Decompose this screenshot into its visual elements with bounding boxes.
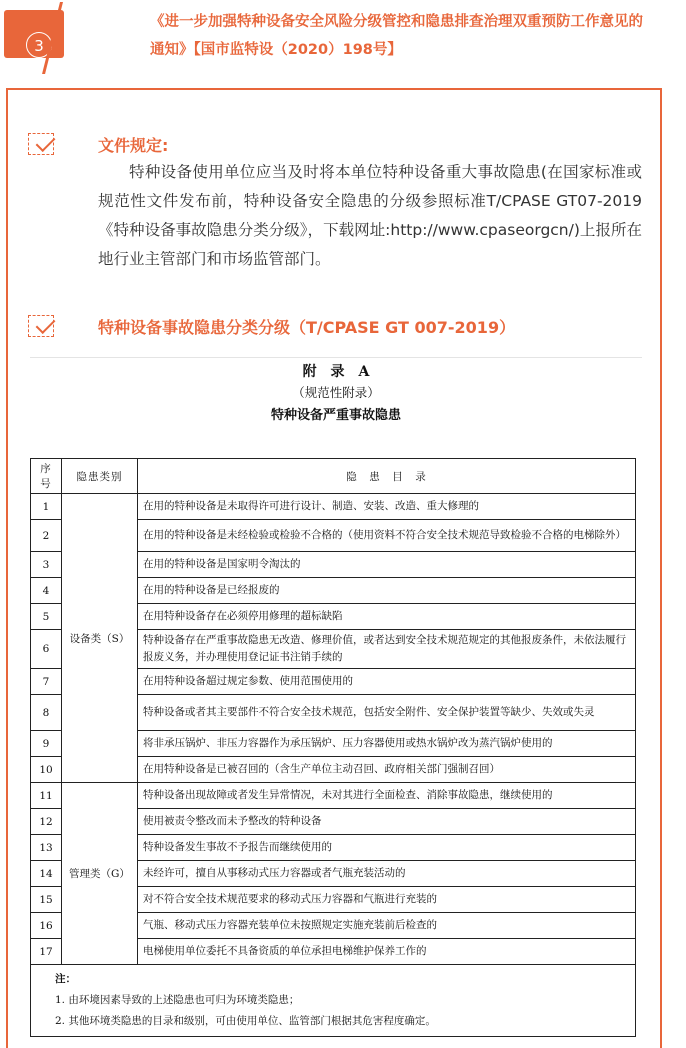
header-title-line1: 《进一步加强特种设备安全风险分级管控和隐患排查治理双重预防工作意见的 bbox=[150, 14, 643, 30]
table-header-row bbox=[31, 459, 636, 494]
hazard-description: 在用的特种设备是已经报废的 bbox=[138, 578, 636, 604]
row-number: 13 bbox=[31, 835, 62, 861]
note-item: 2. 其他环境类隐患的目录和级别，可由使用单位、监管部门根据其危害程度确定。 bbox=[55, 1015, 436, 1027]
appendix-subheading: （规范性附录） bbox=[292, 385, 380, 400]
appendix-heading: 附 录 A bbox=[302, 364, 370, 380]
hazard-description: 对不符合安全技术规范要求的移动式压力容器和气瓶进行充装的 bbox=[138, 887, 636, 913]
header-cell-hazard: 隐 患 目 录 bbox=[138, 459, 636, 494]
hazard-description: 气瓶、移动式压力容器充装单位未按照规定实施充装前后检查的 bbox=[138, 913, 636, 939]
divider bbox=[30, 357, 642, 358]
hazard-description: 在用的特种设备是国家明令淘汰的 bbox=[138, 552, 636, 578]
hazard-description: 未经许可，擅自从事移动式压力容器或者气瓶充装活动的 bbox=[138, 861, 636, 887]
hazard-description: 在用的特种设备是未经检验或检验不合格的（使用资料不符合安全技术规范导致检验不合格的电梯除外） bbox=[138, 520, 636, 552]
badge-number: 3 bbox=[26, 32, 52, 58]
category-cell: 管理类（G） bbox=[62, 783, 138, 965]
table-row bbox=[31, 494, 636, 520]
hazard-description: 使用被责令整改而未予整改的特种设备 bbox=[138, 809, 636, 835]
row-number: 5 bbox=[31, 604, 62, 630]
hazard-description: 电梯使用单位委托不具备资质的单位承担电梯维护保养工作的 bbox=[138, 939, 636, 965]
section-header bbox=[0, 0, 686, 78]
row-number: 15 bbox=[31, 887, 62, 913]
checkmark-icon bbox=[28, 315, 54, 337]
row-number: 9 bbox=[31, 731, 62, 757]
section2-title: 特种设备事故隐患分类分级（T/CPASE GT 007-2019） bbox=[98, 318, 516, 337]
row-number: 4 bbox=[31, 578, 62, 604]
row-number: 6 bbox=[31, 630, 62, 669]
hazard-description: 特种设备出现故障或者发生异常情况，未对其进行全面检查、消除事故隐患，继续使用的 bbox=[138, 783, 636, 809]
row-number: 1 bbox=[31, 494, 62, 520]
row-number: 2 bbox=[31, 520, 62, 552]
row-number: 8 bbox=[31, 695, 62, 731]
notes-row bbox=[31, 965, 636, 1037]
section1-title: 文件规定: bbox=[98, 136, 169, 155]
row-number: 3 bbox=[31, 552, 62, 578]
hazard-description: 特种设备或者其主要部件不符合安全技术规范，包括安全附件、安全保护装置等缺少、失效或失灵 bbox=[138, 695, 636, 731]
hazard-description: 特种设备存在严重事故隐患无改造、修理价值，或者达到安全技术规范规定的其他报废条件，未依法履行报废义务，并办理使用登记证书注销手续的 bbox=[138, 630, 636, 669]
hazard-description: 将非承压锅炉、非压力容器作为承压锅炉、压力容器使用或热水锅炉改为蒸汽锅炉使用的 bbox=[138, 731, 636, 757]
row-number: 16 bbox=[31, 913, 62, 939]
section1-body: 特种设备使用单位应当及时将本单位特种设备重大事故隐患(在国家标准或规范性文件发布前，特种设备安全隐患的分级参照标准T/CPASE GT07-2019《特种设备事故隐患分类分级》，下载网址:http://www.cpaseorgcn/)上报所在地行业主管部门和市场监管部门。 bbox=[98, 163, 642, 268]
hazard-description: 在用特种设备是已被召回的（含生产单位主动召回、政府相关部门强制召回） bbox=[138, 757, 636, 783]
header-cell-no: 序号 bbox=[31, 459, 62, 494]
notes-title: 注： bbox=[55, 973, 76, 985]
row-number: 14 bbox=[31, 861, 62, 887]
category-cell: 设备类（S） bbox=[62, 494, 138, 783]
checkmark-icon bbox=[28, 133, 54, 155]
row-number: 11 bbox=[31, 783, 62, 809]
table-notes bbox=[31, 965, 636, 1037]
note-item: 1. 由环境因素导致的上述隐患也可归为环境类隐患； bbox=[55, 994, 300, 1006]
hazard-description: 在用特种设备存在必须停用修理的超标缺陷 bbox=[138, 604, 636, 630]
hazard-description: 特种设备发生事故不予报告而继续使用的 bbox=[138, 835, 636, 861]
hazard-description: 在用的特种设备是未取得许可进行设计、制造、安装、改造、重大修理的 bbox=[138, 494, 636, 520]
table-row bbox=[31, 783, 636, 809]
row-number: 10 bbox=[31, 757, 62, 783]
row-number: 17 bbox=[31, 939, 62, 965]
row-number: 7 bbox=[31, 669, 62, 695]
appendix-table-title: 特种设备严重事故隐患 bbox=[270, 408, 401, 423]
header-title-line2: 通知》【国市监特设（2020）198号】 bbox=[150, 42, 402, 58]
hazard-description: 在用特种设备超过规定参数、使用范围使用的 bbox=[138, 669, 636, 695]
header-cell-category: 隐患类别 bbox=[62, 459, 138, 494]
row-number: 12 bbox=[31, 809, 62, 835]
hazard-table bbox=[30, 458, 636, 1037]
header-title bbox=[150, 8, 686, 64]
